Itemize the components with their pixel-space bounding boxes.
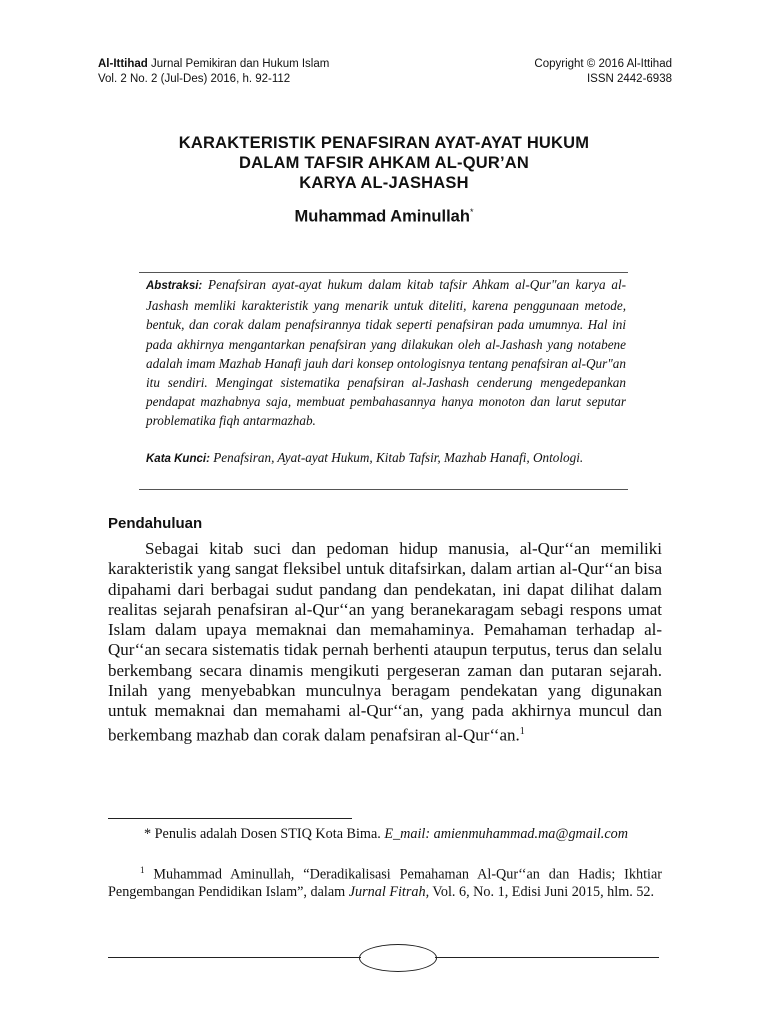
copyright-line: Copyright © 2016 Al-Ittihad	[534, 58, 672, 70]
keywords-label: Kata Kunci:	[146, 453, 210, 465]
keywords	[146, 448, 626, 469]
abstract	[146, 275, 626, 431]
running-header-left	[98, 57, 329, 87]
page-footer-rule-left	[108, 957, 361, 958]
author-footnote-marker: *	[469, 207, 474, 217]
body-paragraph: Sebagai kitab suci dan pedoman hidup manusia, al-Qur‘‘an memiliki karakteristik yang sangat fleksibel untuk ditafsirkan, dalam artian al-Qur‘‘an bisa dipahami dari berbagai sudut pandang dan pendekatan, ini dapat dilihat dalam realitas sejarah penafsiran al-Qur‘‘an yang beranekaragam sebagi respons umat Islam dalam upaya memaknai dan memahaminya. Pemahaman terhadap al-Qur‘‘an secara sistematis tidak pernah berhenti ataupun terputus, terus dan selalu berkembang secara dinamis mengikuti pergeseran zaman dan putaran sejarah. Inilah yang menyebabkan munculnya beragam pendekatan yang digunakan untuk memaknai dan memahami al-Qur‘‘an, yang pada akhirnya muncul dan berkembang mazhab dan corak dalam penafsiran al-Qur‘‘an.$^1$	[108, 539, 662, 745]
footnote-author: * Penulis adalah Dosen STIQ Kota Bima. E_mail: amienmuhammad.ma@gmail.com	[144, 826, 628, 842]
author-email[interactable]: amienmuhammad.ma@gmail.com	[430, 826, 628, 842]
article-title	[98, 133, 670, 193]
page-number-oval	[359, 944, 437, 972]
keywords-list: Penafsiran, Ayat-ayat Hukum, Kitab Tafsir, Mazhab Hanafi, Ontologi.	[209, 450, 584, 465]
issn-line: ISSN 2442-6938	[586, 73, 672, 85]
title-line-1: KARAKTERISTIK PENAFSIRAN AYAT-AYAT HUKUM	[178, 134, 590, 152]
title-line-3: KARYA AL-JASHASH	[299, 174, 469, 192]
running-header-right	[534, 57, 672, 87]
journal-volume: Vol. 2 No. 2 (Jul-Des) 2016, h. 92-112	[98, 73, 291, 85]
author-name: Muhammad Aminullah*	[294, 207, 474, 226]
journal-name: Al-Ittihad Jurnal Pemikiran dan Hukum Islam	[98, 58, 330, 70]
footnote-reference[interactable]: 1	[519, 725, 525, 737]
footnote-rule	[108, 818, 352, 819]
abstract-label: Abstraksi:	[146, 280, 203, 292]
section-heading: Pendahuluan	[108, 515, 203, 532]
title-line-2: DALAM TAFSIR AHKAM AL-QUR’AN	[238, 154, 530, 172]
abstract-body: Penafsiran ayat-ayat hukum dalam kitab tafsir Ahkam al-Qur"an karya al-Jashash memliki karakteristik yang menarik untuk diteliti, karena penggunaan metode, bentuk, dan corak dalam penafsirannya tidak seperti penafsiran pada umumnya. Hal ini pada akhirnya mengantarkan penafsiran yang dilakukan oleh al-Jashash yang notabene adalah imam Mazhab Hanafi jauh dari konsep ontologisnya tentang penafsiran al-Qur"an itu sendiri. Mengingat sistematika penafsiran al-Jashash cenderung mengedepankan pendapat mazhabnya saja, membuat pembahasannya hanya monoton dan larut seputar problematika fiqh antarmazhab.	[146, 277, 626, 429]
page-footer-rule-right	[435, 957, 659, 958]
footnote-1: $^1$ Muhammad Aminullah, “Deradikalisasi Pemahaman Al-Qur‘‘an dan Hadis; Ikhtiar Pengembangan Pendidikan Islam”, dalam Jurnal Fitrah, Vol. 6, No. 1, Edisi Juni 2015, hlm. 52.	[108, 865, 662, 901]
